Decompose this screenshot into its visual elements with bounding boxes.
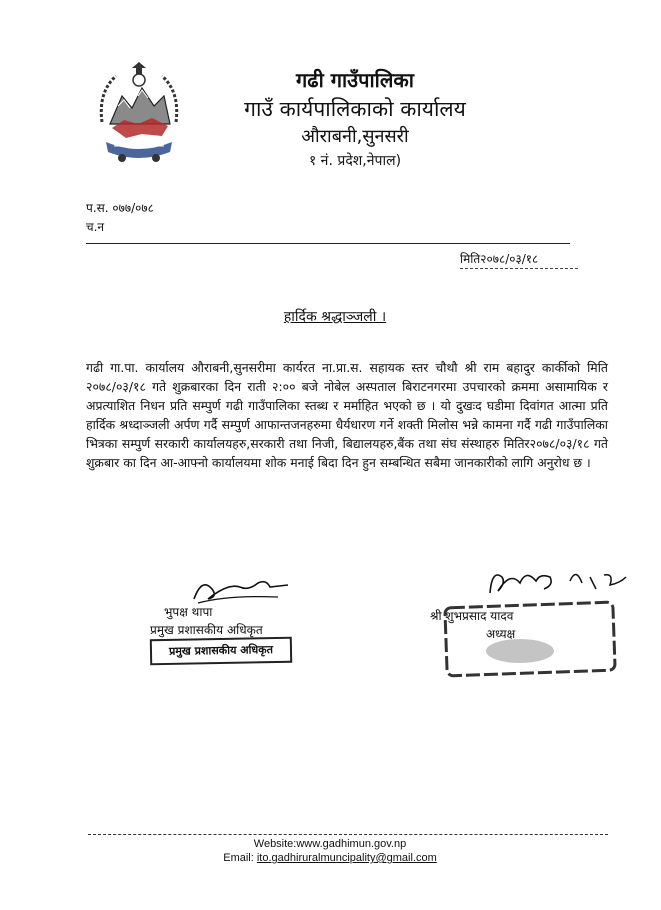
footer-email — [160, 852, 500, 864]
email-link[interactable]: ito.gadhiruralmuncipality@gmail.com — [256, 852, 437, 864]
email-label: Email: — [223, 852, 257, 864]
letter-subject: हार्दिक श्रद्धाञ्जली । — [283, 309, 387, 325]
date-underline — [460, 268, 578, 269]
letter-date: मिति२०७८/०३/१८ — [460, 252, 539, 266]
header-divider — [86, 243, 570, 244]
website-link[interactable]: www.gadhimun.gov.np — [296, 838, 407, 850]
ch-number: च.न — [86, 220, 105, 234]
office-title: गाउँ कार्यपालिकाको कार्यालय — [244, 97, 466, 121]
signatory-name-right: श्री शुभप्रसाद यादव — [430, 609, 514, 623]
office-location: औराबनी,सुनसरी — [301, 126, 409, 147]
ps-number: प.स. ०७७/०७८ — [86, 201, 154, 215]
office-name: गढी गाउँपालिका — [296, 68, 414, 92]
office-province: १ नं. प्रदेश,नेपाल) — [308, 153, 402, 169]
signatory-name-left: भुपक्ष थापा — [164, 605, 213, 619]
signatory-title-left: प्रमुख प्रशासकीय अधिकृत — [150, 623, 263, 637]
footer-divider — [88, 834, 608, 835]
official-stamp-left: प्रमुख प्रशासकीय अधिकृत — [150, 637, 292, 665]
official-stamp-right — [440, 599, 620, 679]
signatory-title-right: अध्यक्ष — [486, 627, 516, 641]
nepal-emblem-logo — [92, 62, 186, 166]
website-label: Website: — [253, 838, 297, 850]
handwritten-signature-left — [188, 573, 308, 607]
footer-website — [160, 838, 500, 850]
letter-body: गढी गा.पा. कार्यालय औराबनी,सुनसरीमा कार्यरत ना.प्रा.स. सहायक स्तर चौथौ श्री राम बहादुर कार्कीको मिति २०७८/०३/१८ गते शुक्रबारका दिन राती २:०० बजे नोबेल अस्पताल बिराटनगरमा उपचारको क्रममा असामायिक र अप्रत्याशित निधन प्रति सम्पुर्ण गढी गाउँपालिका स्तब्ध र मर्माहित भएको छ । यो दुखःद घडीमा दिवांगत आत्मा प्रति हार्दिक श्रध्दाञ्जली अर्पण गर्दै सम्पुर्ण आफान्तजनहरुमा धैर्यधारण गर्ने शक्ती मिलोस भन्ने कामना गर्दै गढी गाउँपालिका भित्रका सम्पुर्ण सरकारी कार्यालयहरु,सरकारी तथा निजी, बिद्यालयहरु,बैंक तथा संघ संस्थाहरु मितिर२०७८/०३/१८ गते शुक्रबार का दिन आ-आफ्नो कार्यालयमा शोक मनाई बिदा दिन हुन सम्बन्धित सबैमा जानकारीको लागि अनुरोध छ । — [86, 360, 608, 470]
